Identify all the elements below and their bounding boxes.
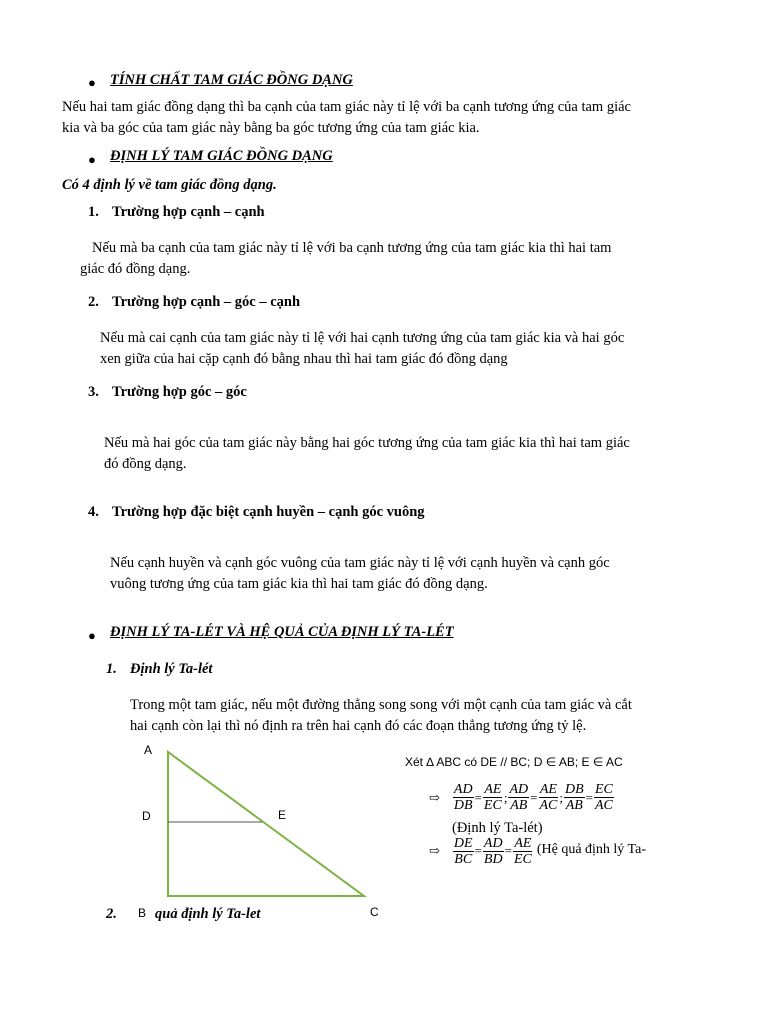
paragraph-line: hai cạnh còn lại thì nó định ra trên hai cạnh đó các đoạn thẳng tương ứng tỷ lệ. (130, 718, 587, 734)
case-title: Trường hợp cạnh – cạnh (112, 204, 265, 220)
fraction-numerator: AE (514, 835, 532, 851)
equation-operator: = (504, 843, 512, 858)
case-number: 1. (88, 204, 99, 220)
equation-operator: = (530, 789, 538, 805)
fraction-denominator: EC (513, 851, 532, 867)
fraction-numerator: DE (453, 835, 473, 851)
paragraph-line: Nếu cạnh huyền và cạnh góc vuông của tam giác này tỉ lệ với cạnh huyền và cạnh góc (110, 555, 610, 571)
bullet-icon: ● (88, 152, 96, 167)
triangle-abc (168, 752, 364, 896)
fraction (508, 782, 529, 813)
equation-fractions (453, 782, 614, 813)
section-title-similar-theorems: ĐỊNH LÝ TAM GIÁC ĐỒNG DẠNG (110, 148, 333, 164)
fraction (483, 782, 503, 813)
fraction-denominator: AB (565, 798, 583, 813)
fraction (538, 782, 558, 813)
fraction (594, 782, 614, 813)
vertex-label-d: D (142, 809, 151, 823)
equation-corollary (428, 834, 646, 868)
case-title: Trường hợp đặc biệt cạnh huyền – cạnh góc vuông (112, 504, 425, 520)
equation-operator: = (585, 789, 593, 805)
given-statement: Xét ∆ ABC có DE // BC; D ∈ AB; E ∈ AC (405, 755, 623, 769)
case-title: Trường hợp góc – góc (112, 384, 247, 400)
equation-fractions (453, 834, 533, 868)
equation-operator: = (474, 789, 482, 805)
fraction-numerator: AD (509, 782, 529, 797)
fraction (483, 836, 504, 867)
paragraph-line: Nếu hai tam giác đồng dạng thì ba cạnh của tam giác này tỉ lệ với ba cạnh tương ứng của tam giác (62, 99, 631, 115)
fraction-denominator: AB (510, 798, 528, 813)
paragraph-line: Trong một tam giác, nếu một đường thẳng song song với một cạnh của tam giác và cắt (130, 697, 632, 713)
case-title: Trường hợp cạnh – góc – cạnh (112, 294, 301, 310)
implies-arrow-icon: ⇨ (429, 789, 440, 805)
section-intro: Có 4 định lý về tam giác đồng dạng. (62, 177, 277, 193)
fraction-numerator: EC (594, 782, 613, 797)
bullet-icon: ● (88, 628, 96, 643)
vertex-label-c: C (370, 905, 379, 919)
fraction-numerator: AD (453, 782, 473, 797)
fraction-numerator: AE (539, 782, 557, 797)
fraction-denominator: AC (539, 798, 558, 813)
section-title-similar-properties: TÍNH CHẤT TAM GIÁC ĐỒNG DẠNG (110, 72, 353, 88)
paragraph-line: Nếu mà ba cạnh của tam giác này tỉ lệ với ba cạnh tương ứng của tam giác kia thì hai tam (92, 240, 612, 256)
fraction-numerator: DB (564, 782, 584, 797)
fraction (453, 836, 474, 867)
subsection-title: quả định lý Ta-let (155, 906, 261, 922)
paragraph-line: vuông tương ứng của tam giác kia thì hai tam giác đó đồng dạng. (110, 576, 488, 592)
fraction-denominator: BD (483, 851, 503, 867)
fraction-denominator: BC (454, 851, 473, 867)
fraction (513, 836, 533, 867)
vertex-label-e: E (278, 808, 287, 822)
equation-operator: ; (503, 789, 508, 805)
implies-arrow-icon: ⇨ (429, 843, 440, 858)
vertex-label-a: A (144, 743, 153, 757)
fraction (453, 782, 474, 813)
equation-operator: = (474, 843, 482, 858)
equation-thales (428, 782, 614, 813)
subsection-number: 2. (106, 906, 117, 922)
vertex-label-b: B (138, 906, 147, 920)
paragraph-line: Nếu mà cai cạnh của tam giác này tỉ lệ với hai cạnh tương ứng của tam giác kia và hai góc (100, 330, 625, 346)
fraction-denominator: EC (483, 798, 502, 813)
paragraph-line: xen giữa của hai cặp cạnh đó bằng nhau thì hai tam giác đó đồng dạng (100, 351, 508, 367)
equation-operator: ; (559, 789, 563, 805)
fraction-numerator: AE (484, 782, 502, 797)
subsection-number: 1. (106, 661, 117, 677)
bullet-icon: ● (88, 75, 96, 90)
paragraph-line: Nếu mà hai góc của tam giác này bằng hai góc tương ứng của tam giác kia thì hai tam giác (104, 435, 630, 451)
subsection-title: Định lý Ta-lét (130, 661, 213, 677)
fraction-denominator: AC (594, 798, 613, 813)
paragraph-line: kia và ba góc của tam giác này bằng ba góc tương ứng của tam giác kia. (62, 120, 480, 136)
case-number: 2. (88, 294, 99, 310)
equation-thales-note: (Định lý Ta-lét) (452, 820, 543, 836)
fraction-denominator: DB (453, 798, 473, 813)
paragraph-line: giác đó đồng dạng. (80, 261, 191, 277)
section-title-thales: ĐỊNH LÝ TA-LÉT VÀ HỆ QUẢ CỦA ĐỊNH LÝ TA-LÉT (110, 624, 454, 640)
case-number: 4. (88, 504, 99, 520)
fraction (564, 782, 585, 813)
fraction-numerator: AD (483, 835, 503, 851)
equation-corollary-note: (Hệ quả định lý Ta- (536, 842, 647, 857)
case-number: 3. (88, 384, 99, 400)
paragraph-line: đó đồng dạng. (104, 456, 187, 472)
